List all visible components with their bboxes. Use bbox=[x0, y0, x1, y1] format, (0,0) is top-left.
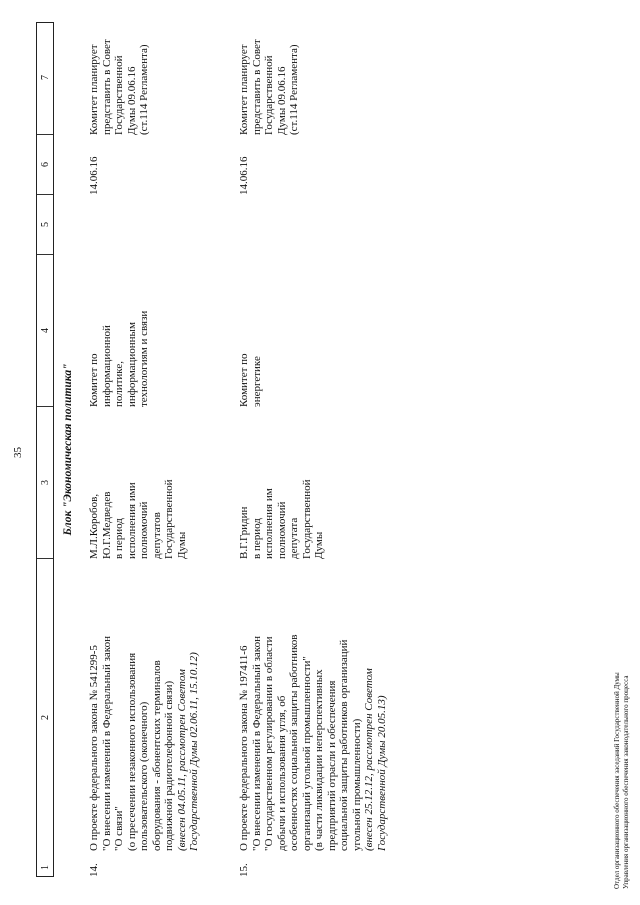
column-number-7: 7 bbox=[39, 75, 51, 80]
date-cell: 14.06.16 bbox=[238, 156, 250, 195]
initiator-line: Государственной bbox=[300, 479, 313, 559]
note-line: Государственной bbox=[263, 55, 275, 135]
note-line: Думы 09.06.16 bbox=[125, 66, 138, 135]
description-line: подвижной радиотелефонной связи) bbox=[163, 680, 175, 851]
row-number: 14. bbox=[88, 863, 100, 877]
initiator-line: исполнения им bbox=[263, 488, 275, 559]
note-cell bbox=[88, 22, 201, 135]
initiator-line: М.Л.Коробов, bbox=[88, 493, 100, 559]
description-line: социальной защиты работников организаций bbox=[338, 639, 350, 851]
description-line: оборудования - абонентских терминалов bbox=[150, 660, 163, 851]
page-number: 35 bbox=[12, 447, 24, 458]
note-cell bbox=[238, 22, 388, 135]
initiator-line: полномочий bbox=[138, 501, 150, 559]
description-line: "О государственном регулировании в области bbox=[263, 636, 275, 851]
footer-line: Управления организационного обеспечения законодательного процесса bbox=[621, 675, 630, 889]
column-number-5: 5 bbox=[37, 194, 53, 254]
responsible-committee bbox=[238, 255, 388, 407]
initiators bbox=[88, 407, 201, 559]
description-line: предприятий отрасли и обеспечения bbox=[325, 680, 338, 851]
submission-note-line: Государственной Думы 02.06.11, 15.10.12) bbox=[188, 652, 200, 851]
block-title: Блок "Экономическая политика" bbox=[62, 363, 74, 536]
description-line: "О внесении изменений в Федеральный закон bbox=[100, 636, 113, 851]
table-row bbox=[88, 22, 201, 877]
bill-description bbox=[88, 559, 201, 877]
note-line: (ст.114 Регламента) bbox=[138, 44, 150, 135]
committee-line: технологиям и связи bbox=[138, 310, 150, 407]
description-line: "О внесении изменений в Федеральный закон bbox=[250, 636, 263, 851]
column-header-1-2 bbox=[37, 558, 53, 876]
note-line: Комитет планирует bbox=[238, 44, 250, 135]
committee-line: информационным bbox=[125, 322, 138, 407]
note-line: Комитет планирует bbox=[88, 44, 100, 135]
table-row bbox=[238, 22, 388, 877]
initiator-line: полномочий bbox=[275, 501, 288, 559]
description-line: О проекте федерального закона № 197411-6 bbox=[238, 645, 250, 851]
description-line: О проекте федерального закона № 541299-5 bbox=[88, 645, 100, 851]
description-line: особенностях социальной защиты работников bbox=[288, 634, 300, 851]
description-line: пользовательского (оконечного) bbox=[138, 701, 150, 851]
note-line: Думы 09.06.16 bbox=[275, 66, 288, 135]
initiator-line: в период bbox=[113, 518, 125, 559]
initiator-line: депутата bbox=[288, 517, 300, 559]
date-cell: 14.06.16 bbox=[88, 156, 100, 195]
column-number-2: 2 bbox=[39, 715, 51, 720]
committee-line: политике, bbox=[113, 360, 125, 407]
column-number-6: 6 bbox=[37, 134, 53, 194]
submission-note-line: (внесен 25.12.12, рассмотрен Советом bbox=[363, 668, 375, 851]
column-number-3: 3 bbox=[37, 406, 53, 558]
initiator-line: депутатов bbox=[150, 512, 163, 559]
initiator-line: исполнения ими bbox=[125, 482, 138, 559]
initiators bbox=[238, 407, 388, 559]
note-line: представить в Совет bbox=[100, 39, 113, 135]
note-line: представить в Совет bbox=[250, 39, 263, 135]
column-number-1: 1 bbox=[39, 865, 51, 870]
bill-description bbox=[238, 559, 388, 877]
table-column-header bbox=[36, 22, 54, 877]
submission-note-line: Государственной Думы 20.05.13) bbox=[375, 695, 388, 851]
description-line: "О связи" bbox=[113, 806, 125, 851]
column-number-4: 4 bbox=[37, 254, 53, 406]
responsible-committee bbox=[88, 255, 201, 407]
column-5-cell bbox=[238, 195, 388, 255]
committee-line: Комитет по bbox=[88, 353, 100, 407]
note-line: (ст.114 Регламента) bbox=[288, 44, 300, 135]
initiator-line: Думы bbox=[313, 531, 325, 559]
committee-line: энергетике bbox=[250, 356, 263, 407]
initiator-line: в период bbox=[250, 518, 263, 559]
description-line: угольной промышленности) bbox=[350, 718, 363, 851]
submission-note-line: (внесен 04.05.11, рассмотрен Советом bbox=[175, 669, 188, 851]
committee-line: информационной bbox=[100, 325, 113, 407]
initiator-line: Думы bbox=[175, 531, 188, 559]
row-number: 15. bbox=[238, 863, 250, 877]
description-line: (о пресечении незаконного использования bbox=[125, 652, 138, 851]
description-line: добычи и использования угля, об bbox=[275, 695, 288, 851]
initiator-line: В.Г.Гридин bbox=[238, 506, 250, 559]
footer-line: Отдел организационного обеспечения заседаний Государственной Думы bbox=[613, 672, 621, 889]
description-line: (в части ликвидации неперспективных bbox=[313, 669, 325, 851]
column-5-cell bbox=[88, 195, 201, 255]
description-line: организаций угольной промышленности" bbox=[300, 656, 313, 851]
note-line: Государственной bbox=[113, 55, 125, 135]
page-footer bbox=[613, 289, 630, 889]
committee-line: Комитет по bbox=[238, 353, 250, 407]
initiator-line: Государственной bbox=[163, 479, 175, 559]
initiator-line: Ю.Г.Медведев bbox=[100, 491, 113, 559]
